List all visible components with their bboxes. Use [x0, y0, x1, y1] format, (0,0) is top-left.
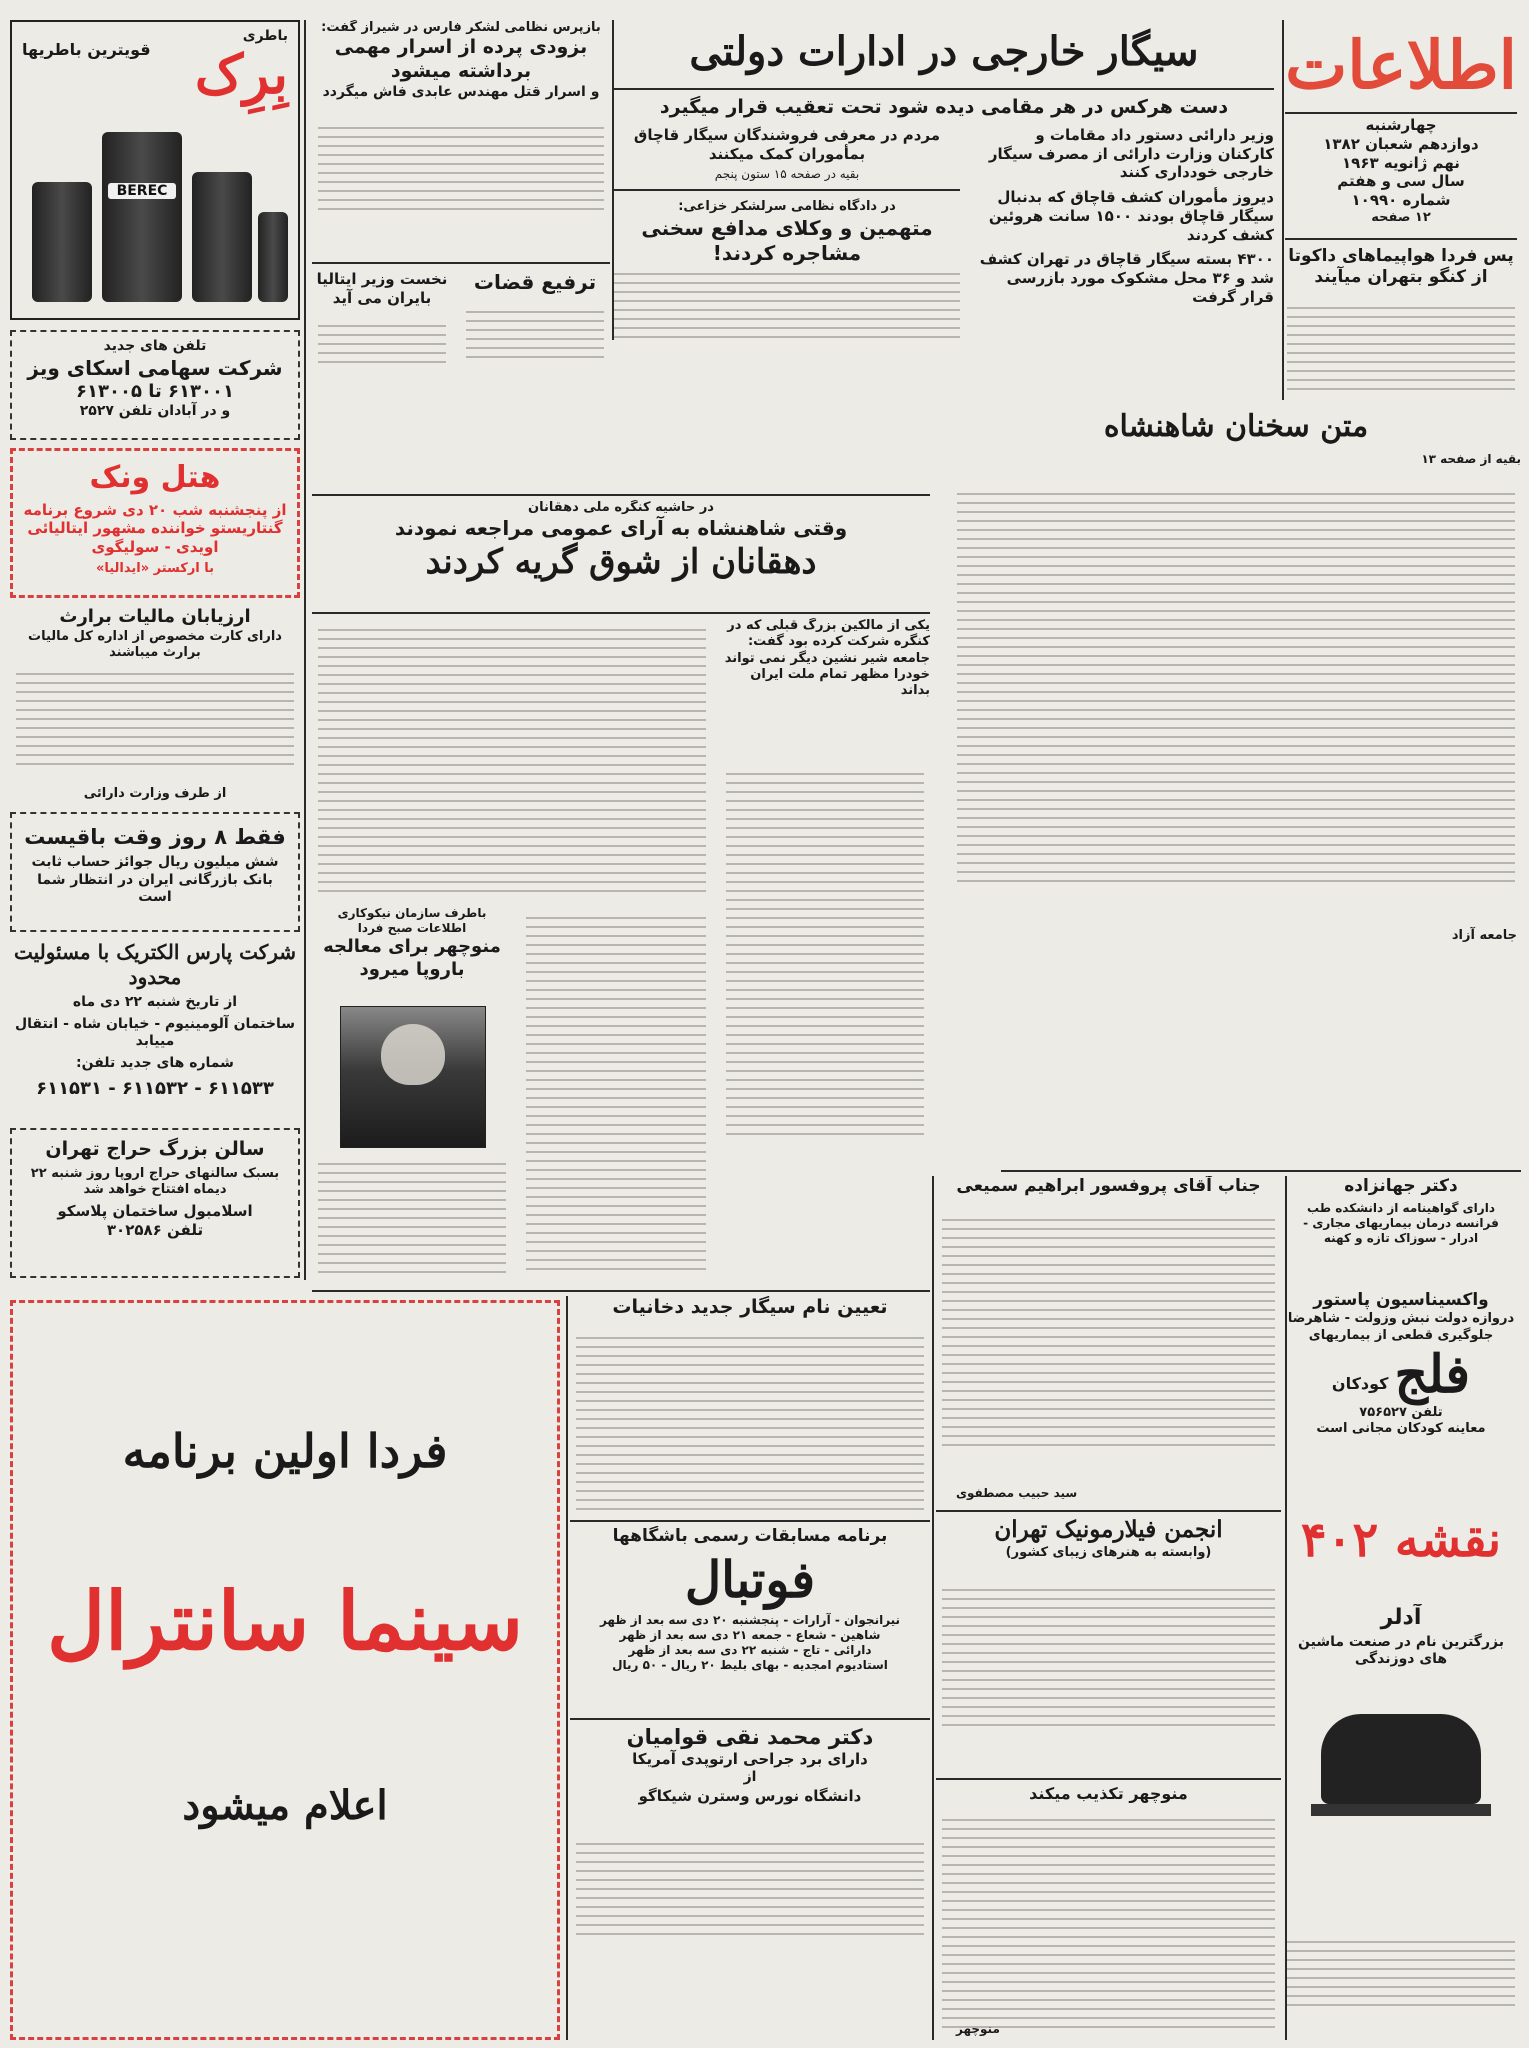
phones-abadan: و در آبادان تلفن ۲۵۲۷: [79, 403, 231, 419]
pasteur-title: واکسیناسیون پاستور: [1313, 1290, 1489, 1310]
masthead-title: اطلاعات: [1285, 26, 1517, 104]
naghsh-brand: نقشه ۴۰۲: [1300, 1512, 1502, 1568]
lead-continued: بقیه در صفحه ۱۵ ستون پنجم: [714, 167, 860, 182]
masthead-volume: سال سی و هفتم: [1337, 172, 1465, 191]
athlete-photo: [340, 1006, 486, 1148]
berec-brand: بِرِک: [194, 42, 288, 106]
masthead-date-hijri: دوازدهم شعبان ۱۳۸۲: [1323, 134, 1479, 153]
doctor-ghavam-title: دکتر محمد نقی قوامیان: [626, 1725, 874, 1749]
lead-sub1: دست هرکس در هر مقامی دیده شود تحت تعقیب قرار میگیرد: [659, 96, 1229, 118]
speech-story: [951, 408, 1521, 1168]
pasteur-ad: [1281, 1290, 1521, 1500]
italy-headline: نخست وزیر ایتالیا بایران می آید: [316, 270, 448, 307]
lead-point-2: دیروز مأموران کشف قاچاق که بدنبال سیگار قاچاق بودند ۱۵۰۰ سانت هروئین کشف کردند: [988, 188, 1274, 244]
farmers-headline: دهقانان از شوق گریه کردند: [425, 542, 817, 583]
tax-sign: از طرف وزارت دارائی: [83, 785, 227, 801]
tax-bold: دارای کارت مخصوص از اداره کل مالیات برارث میباشند: [28, 628, 282, 660]
football-kicker: برنامه مسابقات رسمی باشگاهها: [612, 1526, 888, 1546]
football-row-4: استادیوم امجدیه - بهای بلیط ۲۰ ریال - ۵۰ ریال: [612, 1658, 888, 1673]
lead-story: [614, 20, 1274, 400]
trial-headline: متهمین و وکلای مدافع سخنی مشاجره کردند!: [641, 215, 933, 265]
fars-story: [312, 20, 610, 260]
fars-kicker: بازپرس نظامی لشکر فارس در شیراز گفت:: [321, 20, 601, 35]
cinema-top: فردا اولین برنامه: [122, 1424, 448, 1478]
bank-ad: [10, 812, 300, 932]
farmers-body-3: [520, 906, 712, 1286]
doctor-ghavam-ad: [570, 1724, 930, 2040]
cinema-ad: [10, 1300, 560, 2040]
adler-ad: [1281, 1604, 1521, 2040]
pasteur-small: کودکان: [1331, 1373, 1389, 1393]
football-row-3: دارائی - تاج - شنبه ۲۲ دی سه بعد از ظهر: [628, 1643, 872, 1658]
speech-headline: متن سخنان شاهنشاه: [1103, 409, 1369, 444]
berec-tag: باطری: [242, 28, 288, 44]
pars-sub: از تاریخ شنبه ۲۲ دی ماه: [72, 994, 238, 1010]
doctor-jahan-ad: [1281, 1176, 1521, 1286]
denial-sign: منوچهر: [956, 2022, 1000, 2036]
pasteur-phone: تلفن ۷۵۶۵۲۷: [1359, 1404, 1443, 1420]
pars-numbers: ۶۱۱۵۳۳ - ۶۱۱۵۳۲ - ۶۱۱۵۳۱: [36, 1078, 274, 1099]
farmers-quote: [720, 618, 930, 758]
sport-kicker: باطرف سازمان نیکوکاری اطلاعات صبح فردا: [337, 906, 487, 935]
battery-side-icon: [32, 182, 92, 302]
pasteur-big: فلج: [1394, 1343, 1471, 1405]
masthead-pages: ۱۲ صفحه: [1371, 209, 1431, 225]
masthead-date-greg: نهم ژانویه ۱۹۶۳: [1342, 153, 1460, 172]
hotel-ad: [10, 448, 300, 598]
doctor-ghavam-line3: دانشگاه نورس وسترن شیکاگو: [638, 1786, 862, 1805]
berec-ad: [10, 20, 300, 320]
battery-large-icon: [102, 132, 182, 302]
hotel-orchestra: با ارکستر «ایدالیا»: [95, 560, 215, 576]
adler-title: آدلر: [1380, 1605, 1422, 1630]
farmers-body-2: [720, 762, 930, 1168]
football-row-2: شاهین - شعاع - جمعه ۲۱ دی سه بعد از ظهر: [619, 1628, 881, 1643]
cinema-bottom: اعلام میشود: [182, 1781, 388, 1829]
fars-sub: و اسرار قتل مهندس عابدی فاش میگردد: [322, 83, 600, 100]
auction-title: سالن بزرگ حراج تهران: [45, 1138, 265, 1160]
doctor-jahan-text: دارای گواهینامه از دانشکده طب فرانسه درمان بیماریهای مجاری - ادرار - سوزاک تازه و کهنه: [1303, 1201, 1499, 1246]
promotion-story: [460, 270, 610, 380]
auction-ad: [10, 1128, 300, 1278]
farmers-quote-text: یکی از مالکین بزرگ قبلی که در کنگره شرکت کرده بود گفت: جامعه شیر نشین دیگر نمی تواند خودرا مظهر تمام ملت ایران بداند: [724, 618, 930, 698]
adler-text: بزرگترین نام در صنعت ماشین های دوزندگی: [1298, 1633, 1504, 1667]
doctor-ghavam-line1: دارای برد جراحی ارتوپدی آمریکا: [632, 1750, 868, 1769]
battery-large-label: BEREC: [108, 183, 175, 199]
hotel-name: هتل ونک: [89, 460, 221, 495]
bank-headline: فقط ۸ روز وقت باقیست: [24, 825, 286, 849]
farmers-kicker: در حاشیه کنگره ملی دهقانان: [528, 500, 714, 515]
lead-point-3: ۴۳۰۰ بسته سیگار قاچاق در تهران کشف شد و ۳۶ محل مشکوک مورد بازرسی قرار گرفت: [979, 250, 1274, 306]
doctor-ghavam-line2: از: [743, 1769, 757, 1785]
pars-addr: ساختمان آلومینیوم - خیابان شاه - انتقال مییابد: [14, 1015, 296, 1049]
athlete-face-icon: [381, 1024, 444, 1086]
orchestra-headline: انجمن فیلارمونیک تهران: [994, 1516, 1223, 1543]
lead-headline: سیگار خارجی در ادارات دولتی: [689, 28, 1199, 75]
phones-company: شرکت سهامی اسکای ویز: [27, 355, 283, 380]
tax-title: ارزیابان مالیات برارث: [59, 606, 251, 627]
pasteur-line: جلوگیری قطعی از بیماریهای: [1308, 1327, 1494, 1343]
cinema-name: سینما سانترال: [46, 1573, 524, 1668]
machine-base-icon: [1311, 1804, 1491, 1816]
orchestra-sub: (وابسته به هنرهای زیبای کشور): [1005, 1544, 1212, 1560]
masthead-issue: شماره ۱۰۹۹۰: [1351, 191, 1451, 209]
farmers-body: [312, 618, 712, 898]
auction-phone: تلفن ۳۰۲۵۸۶: [106, 1221, 204, 1239]
sport-headline: منوچهر برای معالجه باروپا میرود: [323, 936, 501, 980]
auction-text: بسبک سالنهای حراج اروپا روز شنبه ۲۲ دیماه افتتاح خواهد شد: [30, 1165, 280, 1197]
hawks-headline: پس فردا هواپیماهای داکوتا از کنگو بتهران میآیند: [1288, 246, 1514, 288]
battery-medium-icon: [192, 172, 252, 302]
sewing-machine-icon: [1321, 1714, 1481, 1804]
hotel-text: از پنجشنبه شب ۲۰ دی شروع برنامه گنتاریستو خواننده مشهور ایتالیائی اویدی - سولیگوی: [23, 500, 287, 556]
pars-label: شماره های جدید تلفن:: [76, 1054, 234, 1071]
tax-notice: [10, 606, 300, 806]
trial-kicker: در دادگاه نظامی سرلشکر خزاعی:: [678, 199, 896, 215]
surgeon-sign: سید حبیب مصطفوی: [956, 1486, 1078, 1500]
orchestra-story: [936, 1516, 1281, 1776]
fars-headline: بزودی پرده از اسرار مهمی برداشته میشود: [334, 36, 588, 82]
battery-small-icon: [258, 212, 288, 302]
football-ad: [570, 1526, 930, 1716]
masthead-day: چهارشنبه: [1365, 116, 1437, 134]
promotion-headline: ترفیع قضات: [473, 270, 597, 294]
phones-ad: [10, 330, 300, 440]
denial-headline: منوچهر تکذیب میکند: [1029, 1784, 1188, 1803]
auction-addr: اسلامبول ساختمان پلاسکو: [57, 1202, 253, 1221]
cigarette-story: [570, 1296, 930, 1516]
doctor-jahan-title: دکتر جهانزاده: [1344, 1176, 1458, 1196]
surgeon-title: جناب آقای پروفسور ابراهیم سمیعی: [956, 1176, 1261, 1196]
football-headline: فوتبال: [684, 1550, 816, 1610]
italy-story: [312, 270, 452, 380]
phones-title: تلفن های جدید: [103, 338, 207, 354]
masthead: [1281, 20, 1521, 400]
farmers-sub: وقتی شاهنشاه به آرای عمومی مراجعه نمودند: [394, 516, 848, 541]
pasteur-note: معاینه کودکان مجانی است: [1316, 1421, 1486, 1436]
berec-slogan: قویترین باطریها: [22, 40, 151, 59]
naghsh-ad: [1281, 1510, 1521, 1600]
sport-story: [312, 906, 512, 1286]
bank-text: شش میلیون ریال جوائز حساب ثابت بانک بازرگانی ایران در انتظار شما است: [31, 854, 279, 906]
cigarette-headline: تعیین نام سیگار جدید دخانیات: [612, 1296, 888, 1318]
pars-title: شرکت پارس الکتریک با مسئولیت محدود: [13, 940, 297, 989]
pars-ad: [10, 940, 300, 1120]
lead-point-1: وزیر دارائی دستور داد مقامات و کارکنان وزارت دارائی از مصرف سیگار خارجی خودداری کنند: [988, 125, 1274, 182]
football-row-1: نیرانجوان - آرارات - پنجشنبه ۲۰ دی سه بعد از ظهر: [599, 1613, 901, 1628]
speech-sub-title: جامعه آزاد: [1451, 928, 1517, 943]
pasteur-text: دروازه دولت نبش وزولت - شاهرضا: [1287, 1311, 1515, 1327]
denial-story: [936, 1784, 1281, 2040]
farmers-story: [312, 500, 930, 610]
phones-numbers: ۶۱۳۰۰۱ تا ۶۱۳۰۰۵: [76, 380, 234, 402]
speech-cont: بقیه از صفحه ۱۳: [1421, 451, 1521, 466]
surgeon-story: [936, 1176, 1281, 1506]
lead-sub2: مردم در معرفی فروشندگان سیگار قاچاق بمأموران کمک میکنند: [633, 125, 941, 163]
